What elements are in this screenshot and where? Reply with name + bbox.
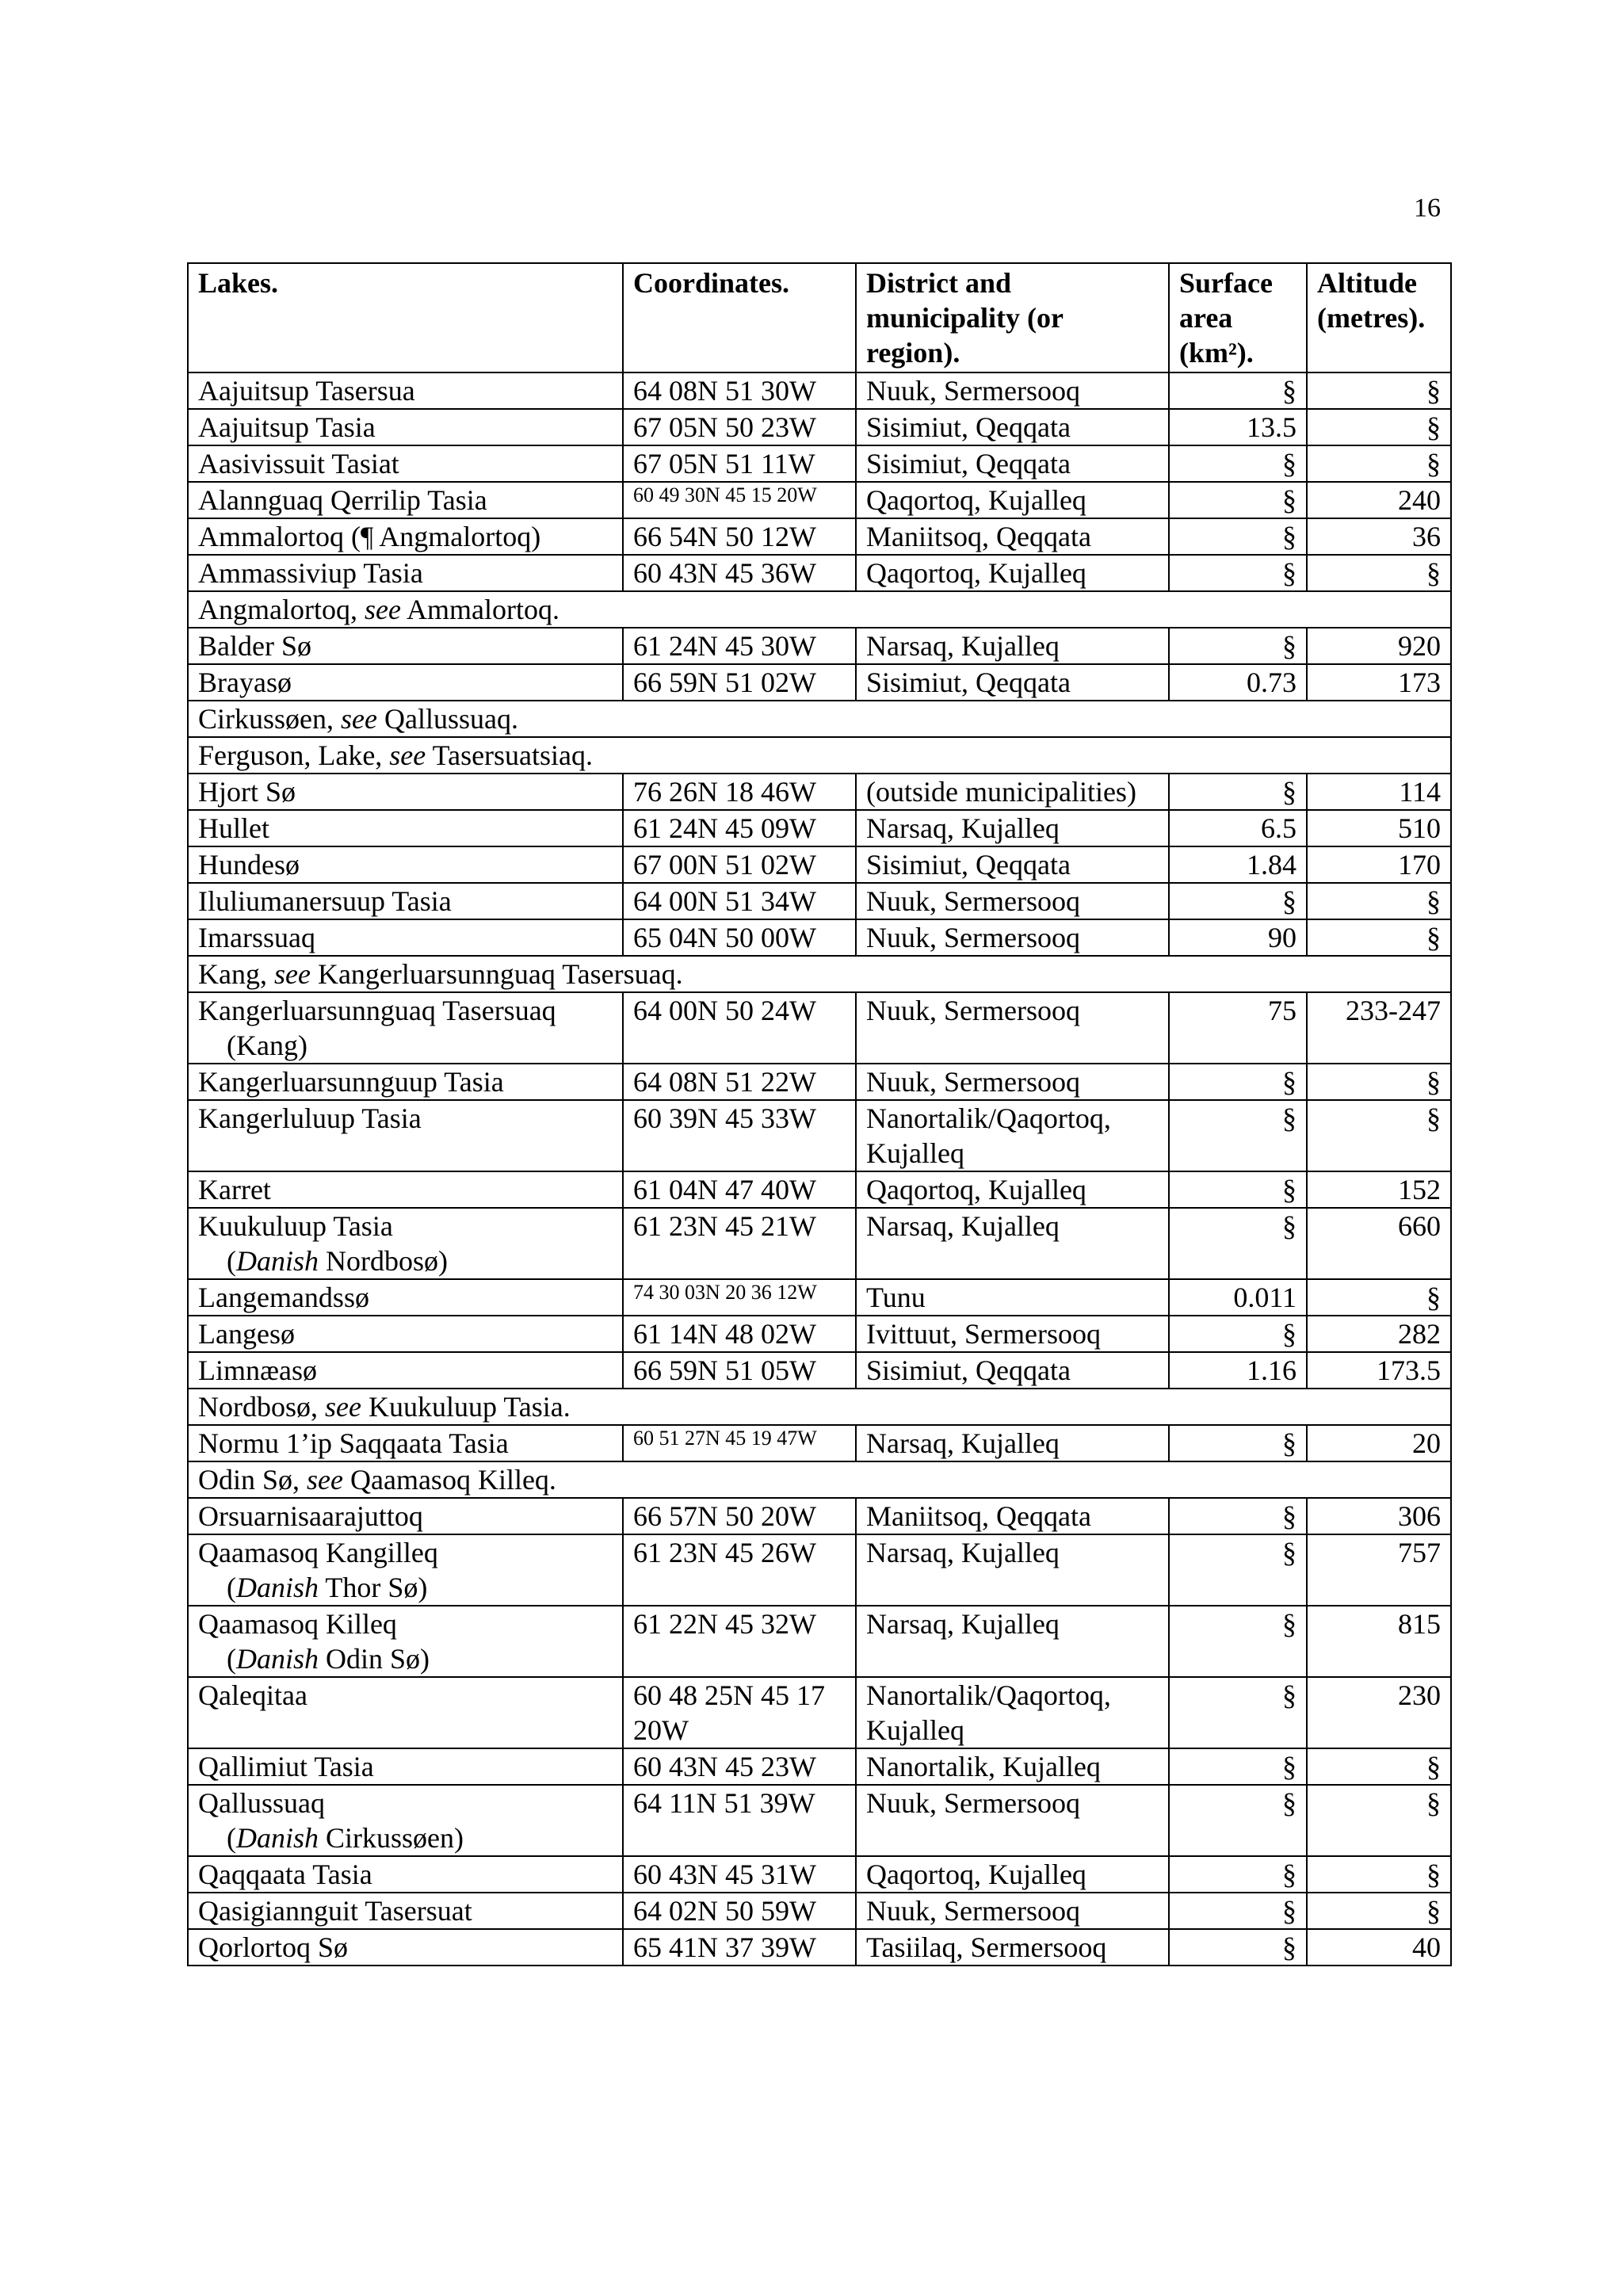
lake-row xyxy=(188,1856,1451,1893)
district-cell: Narsaq, Kujalleq xyxy=(856,1425,1169,1461)
lake-name-cell xyxy=(188,1208,623,1279)
altitude-cell: § xyxy=(1307,409,1451,445)
coordinates-cell: 60 43N 45 36W xyxy=(623,555,856,591)
header-coordinates: Coordinates. xyxy=(623,263,856,372)
lake-name: Kangerluarsunnguup Tasia xyxy=(198,1066,504,1098)
coordinates-cell: 61 14N 48 02W xyxy=(623,1316,856,1352)
alternate-name: (Danish Thor Sø) xyxy=(227,1572,428,1603)
coordinates-cell: 64 11N 51 39W xyxy=(623,1785,856,1856)
alternate-name: (Kang) xyxy=(227,1030,307,1061)
coordinates-cell: 67 05N 50 23W xyxy=(623,409,856,445)
lake-name: Kangerluarsunnguaq Tasersuaq xyxy=(198,995,556,1026)
lake-name-cell xyxy=(188,1856,623,1893)
coordinates-cell: 60 51 27N 45 19 47W xyxy=(623,1425,856,1461)
surface-area-cell: § xyxy=(1169,518,1307,555)
cross-reference-name: Ferguson, Lake, xyxy=(198,739,390,771)
coordinates-cell: 66 59N 51 02W xyxy=(623,664,856,701)
lake-row xyxy=(188,445,1451,482)
altitude-cell: § xyxy=(1307,1748,1451,1785)
coordinates-cell: 64 00N 51 34W xyxy=(623,883,856,919)
lake-name-cell xyxy=(188,810,623,846)
lake-name-cell xyxy=(188,445,623,482)
danish-name: Odin Sø xyxy=(326,1643,421,1675)
coordinates-cell: 64 00N 50 24W xyxy=(623,992,856,1064)
cross-reference-name: Kang, xyxy=(198,958,274,990)
altitude-cell: 173.5 xyxy=(1307,1352,1451,1389)
lake-name: Qallimiut Tasia xyxy=(198,1751,374,1782)
lake-row xyxy=(188,628,1451,664)
cross-reference-name: Nordbosø, xyxy=(198,1391,325,1423)
cross-reference-target: Qallussuaq. xyxy=(376,703,518,735)
district-cell: Sisimiut, Qeqqata xyxy=(856,1352,1169,1389)
surface-area-cell: § xyxy=(1169,1748,1307,1785)
page-number: 16 xyxy=(1414,193,1441,223)
lake-name-cell xyxy=(188,1785,623,1856)
district-cell: Ivittuut, Sermersooq xyxy=(856,1316,1169,1352)
cross-reference-cell xyxy=(188,956,1451,992)
district-cell: Tasiilaq, Sermersooq xyxy=(856,1929,1169,1966)
coordinates-cell: 61 23N 45 21W xyxy=(623,1208,856,1279)
cross-reference-cell xyxy=(188,737,1451,774)
cross-reference-row xyxy=(188,701,1451,737)
language-label: Danish xyxy=(236,1643,319,1675)
surface-area-cell: § xyxy=(1169,1064,1307,1100)
altitude-cell: 152 xyxy=(1307,1171,1451,1208)
lake-name: Ammassiviup Tasia xyxy=(198,557,423,589)
lake-name: Iluliumanersuup Tasia xyxy=(198,885,452,917)
coordinates-cell: 64 08N 51 30W xyxy=(623,372,856,409)
district-cell: Qaqortoq, Kujalleq xyxy=(856,1171,1169,1208)
lake-name-cell xyxy=(188,518,623,555)
altitude-cell: § xyxy=(1307,1893,1451,1929)
lake-row xyxy=(188,1677,1451,1748)
see-word: see xyxy=(307,1464,343,1496)
lake-row xyxy=(188,1279,1451,1316)
lake-name: Balder Sø xyxy=(198,630,311,662)
lake-name-cell xyxy=(188,992,623,1064)
coordinates-cell: 76 26N 18 46W xyxy=(623,774,856,810)
lake-row xyxy=(188,1316,1451,1352)
cross-reference-cell xyxy=(188,701,1451,737)
header-altitude: Altitude (metres). xyxy=(1307,263,1451,372)
lake-name-cell xyxy=(188,1498,623,1534)
danish-name: Cirkussøen xyxy=(326,1822,455,1854)
language-label: Danish xyxy=(236,1572,319,1603)
surface-area-cell: § xyxy=(1169,1171,1307,1208)
surface-area-cell: § xyxy=(1169,1100,1307,1171)
lake-name: Langemandssø xyxy=(198,1282,369,1313)
lake-row xyxy=(188,1208,1451,1279)
header-row xyxy=(188,263,1451,372)
district-cell: Qaqortoq, Kujalleq xyxy=(856,555,1169,591)
district-cell: Narsaq, Kujalleq xyxy=(856,628,1169,664)
cross-reference-cell xyxy=(188,1389,1451,1425)
district-cell: Tunu xyxy=(856,1279,1169,1316)
lake-name: Imarssuaq xyxy=(198,922,315,953)
coordinates-cell: 67 05N 51 11W xyxy=(623,445,856,482)
lake-row xyxy=(188,555,1451,591)
coordinates-cell: 67 00N 51 02W xyxy=(623,846,856,883)
surface-area-cell: 0.011 xyxy=(1169,1279,1307,1316)
lake-row xyxy=(188,1929,1451,1966)
lake-name: Kuukuluup Tasia xyxy=(198,1210,393,1242)
danish-name: Thor Sø xyxy=(325,1572,418,1603)
altitude-cell: 920 xyxy=(1307,628,1451,664)
lake-row xyxy=(188,409,1451,445)
district-cell: Nuuk, Sermersooq xyxy=(856,1893,1169,1929)
lake-name: Qaqqaata Tasia xyxy=(198,1859,372,1890)
district-cell: Maniitsoq, Qeqqata xyxy=(856,518,1169,555)
coordinates-cell: 64 02N 50 59W xyxy=(623,1893,856,1929)
cross-reference-row xyxy=(188,956,1451,992)
coordinates-cell: 65 04N 50 00W xyxy=(623,919,856,956)
danish-name: Nordbosø xyxy=(326,1245,439,1277)
see-word: see xyxy=(389,739,426,771)
district-cell: Nuuk, Sermersooq xyxy=(856,992,1169,1064)
altitude-cell: § xyxy=(1307,372,1451,409)
altitude-cell: 510 xyxy=(1307,810,1451,846)
lake-row xyxy=(188,1100,1451,1171)
lake-name-cell xyxy=(188,846,623,883)
district-cell: Nuuk, Sermersooq xyxy=(856,1785,1169,1856)
surface-area-cell: § xyxy=(1169,883,1307,919)
lake-row xyxy=(188,1606,1451,1677)
district-cell: Sisimiut, Qeqqata xyxy=(856,664,1169,701)
cross-reference-name: Odin Sø, xyxy=(198,1464,307,1496)
surface-area-cell: § xyxy=(1169,372,1307,409)
district-cell: Nuuk, Sermersooq xyxy=(856,883,1169,919)
lake-name-cell xyxy=(188,1171,623,1208)
surface-area-cell: 13.5 xyxy=(1169,409,1307,445)
altitude-cell: § xyxy=(1307,445,1451,482)
lake-name-cell xyxy=(188,919,623,956)
surface-area-cell: 0.73 xyxy=(1169,664,1307,701)
altitude-cell: § xyxy=(1307,1279,1451,1316)
altitude-cell: 233-247 xyxy=(1307,992,1451,1064)
lake-name-cell xyxy=(188,1606,623,1677)
lake-name-cell xyxy=(188,1929,623,1966)
lake-name: Hjort Sø xyxy=(198,776,296,808)
surface-area-cell: 1.16 xyxy=(1169,1352,1307,1389)
lake-name-cell xyxy=(188,883,623,919)
lake-row xyxy=(188,774,1451,810)
district-cell: Nuuk, Sermersooq xyxy=(856,919,1169,956)
lake-name: Alannguaq Qerrilip Tasia xyxy=(198,484,487,516)
altitude-cell: 173 xyxy=(1307,664,1451,701)
lake-row xyxy=(188,1748,1451,1785)
lake-row xyxy=(188,1352,1451,1389)
surface-area-cell: § xyxy=(1169,774,1307,810)
surface-area-cell: § xyxy=(1169,1534,1307,1606)
cross-reference-target: Qaamasoq Killeq. xyxy=(343,1464,556,1496)
lake-name-cell xyxy=(188,1316,623,1352)
lake-name: Hundesø xyxy=(198,849,300,881)
altitude-cell: 660 xyxy=(1307,1208,1451,1279)
lake-row xyxy=(188,1425,1451,1461)
surface-area-cell: 1.84 xyxy=(1169,846,1307,883)
coordinates-cell: 61 24N 45 30W xyxy=(623,628,856,664)
lake-row xyxy=(188,482,1451,518)
coordinates-cell: 74 30 03N 20 36 12W xyxy=(623,1279,856,1316)
lake-name: Brayasø xyxy=(198,667,292,698)
altitude-cell: 230 xyxy=(1307,1677,1451,1748)
see-word: see xyxy=(341,703,377,735)
district-cell: Narsaq, Kujalleq xyxy=(856,1208,1169,1279)
surface-area-cell: § xyxy=(1169,1498,1307,1534)
district-cell: Nuuk, Sermersooq xyxy=(856,1064,1169,1100)
altitude-cell: 114 xyxy=(1307,774,1451,810)
district-cell: Nuuk, Sermersooq xyxy=(856,372,1169,409)
surface-area-cell: 75 xyxy=(1169,992,1307,1064)
district-cell: Qaqortoq, Kujalleq xyxy=(856,482,1169,518)
district-cell: Maniitsoq, Qeqqata xyxy=(856,1498,1169,1534)
district-cell: Qaqortoq, Kujalleq xyxy=(856,1856,1169,1893)
district-cell: Narsaq, Kujalleq xyxy=(856,1534,1169,1606)
cross-reference-row xyxy=(188,591,1451,628)
district-cell: Nanortalik/Qaqortoq, Kujalleq xyxy=(856,1100,1169,1171)
lake-name-cell xyxy=(188,664,623,701)
surface-area-cell: § xyxy=(1169,482,1307,518)
surface-area-cell: § xyxy=(1169,1606,1307,1677)
see-word: see xyxy=(325,1391,361,1423)
coordinates-cell: 60 43N 45 31W xyxy=(623,1856,856,1893)
altitude-cell: 170 xyxy=(1307,846,1451,883)
coordinates-cell: 61 23N 45 26W xyxy=(623,1534,856,1606)
altitude-cell: 306 xyxy=(1307,1498,1451,1534)
district-cell: Sisimiut, Qeqqata xyxy=(856,445,1169,482)
header-lakes: Lakes. xyxy=(188,263,623,372)
surface-area-cell: § xyxy=(1169,628,1307,664)
coordinates-cell: 66 57N 50 20W xyxy=(623,1498,856,1534)
lake-name: Normu 1’ip Saqqaata Tasia xyxy=(198,1427,509,1459)
cross-reference-name: Angmalortoq, xyxy=(198,594,365,625)
cross-reference-row xyxy=(188,737,1451,774)
lake-name: Qorlortoq Sø xyxy=(198,1931,348,1963)
cross-reference-cell xyxy=(188,1461,1451,1498)
altitude-cell: § xyxy=(1307,1785,1451,1856)
altitude-cell: § xyxy=(1307,919,1451,956)
district-cell: (outside municipalities) xyxy=(856,774,1169,810)
lake-name-cell xyxy=(188,555,623,591)
lake-name-cell xyxy=(188,774,623,810)
altitude-cell: § xyxy=(1307,1100,1451,1171)
coordinates-cell: 66 54N 50 12W xyxy=(623,518,856,555)
header-district: District and municipality (or region). xyxy=(856,263,1169,372)
altitude-cell: 282 xyxy=(1307,1316,1451,1352)
header-surface-area: Surface area (km²). xyxy=(1169,263,1307,372)
surface-area-cell: § xyxy=(1169,1677,1307,1748)
surface-area-cell: § xyxy=(1169,1208,1307,1279)
lake-name: Orsuarnisaarajuttoq xyxy=(198,1500,423,1532)
coordinates-cell: 61 22N 45 32W xyxy=(623,1606,856,1677)
lake-row xyxy=(188,919,1451,956)
coordinates-cell: 65 41N 37 39W xyxy=(623,1929,856,1966)
district-cell: Sisimiut, Qeqqata xyxy=(856,409,1169,445)
coordinates-cell: 61 24N 45 09W xyxy=(623,810,856,846)
lake-row xyxy=(188,883,1451,919)
district-cell: Narsaq, Kujalleq xyxy=(856,1606,1169,1677)
surface-area-cell: § xyxy=(1169,1785,1307,1856)
lake-row xyxy=(188,992,1451,1064)
lake-name: Qaamasoq Killeq xyxy=(198,1608,397,1640)
lakes-table xyxy=(187,262,1452,1966)
lake-name: Qaleqitaa xyxy=(198,1679,307,1711)
lake-name-cell xyxy=(188,1677,623,1748)
lake-row xyxy=(188,846,1451,883)
lake-name: Qaamasoq Kangilleq xyxy=(198,1537,438,1568)
surface-area-cell: § xyxy=(1169,1929,1307,1966)
coordinates-cell: 66 59N 51 05W xyxy=(623,1352,856,1389)
altitude-cell: 240 xyxy=(1307,482,1451,518)
altitude-cell: 757 xyxy=(1307,1534,1451,1606)
language-label: Danish xyxy=(236,1245,319,1277)
lake-name: Limnæasø xyxy=(198,1354,317,1386)
surface-area-cell: 90 xyxy=(1169,919,1307,956)
lake-name-cell xyxy=(188,1893,623,1929)
language-label: Danish xyxy=(236,1822,319,1854)
altitude-cell: 815 xyxy=(1307,1606,1451,1677)
cross-reference-target: Ammalortoq. xyxy=(400,594,559,625)
lake-name-cell xyxy=(188,1425,623,1461)
lake-name: Qallussuaq xyxy=(198,1787,325,1819)
alternate-name: (Danish Odin Sø) xyxy=(227,1643,430,1675)
lake-row xyxy=(188,1064,1451,1100)
coordinates-cell: 60 39N 45 33W xyxy=(623,1100,856,1171)
coordinates-cell: 60 48 25N 45 17 20W xyxy=(623,1677,856,1748)
lake-name: Kangerluluup Tasia xyxy=(198,1102,422,1134)
cross-reference-row xyxy=(188,1389,1451,1425)
surface-area-cell: 6.5 xyxy=(1169,810,1307,846)
lake-name: Aajuitsup Tasia xyxy=(198,411,376,443)
lake-name: Aajuitsup Tasersua xyxy=(198,375,415,407)
lake-name-cell xyxy=(188,1100,623,1171)
altitude-cell: 40 xyxy=(1307,1929,1451,1966)
altitude-cell: § xyxy=(1307,555,1451,591)
surface-area-cell: § xyxy=(1169,1316,1307,1352)
lake-row xyxy=(188,810,1451,846)
lake-row xyxy=(188,1893,1451,1929)
lake-name: Langesø xyxy=(198,1318,295,1350)
lake-row xyxy=(188,1534,1451,1606)
lake-row xyxy=(188,1171,1451,1208)
lake-name-cell xyxy=(188,409,623,445)
cross-reference-target: Kuukuluup Tasia. xyxy=(361,1391,571,1423)
district-cell: Narsaq, Kujalleq xyxy=(856,810,1169,846)
lake-name: Qasigiannguit Tasersuat xyxy=(198,1895,472,1927)
lake-name-cell xyxy=(188,628,623,664)
cross-reference-target: Tasersuatsiaq. xyxy=(426,739,594,771)
lake-name-cell xyxy=(188,1279,623,1316)
lake-name: Ammalortoq (¶ Angmalortoq) xyxy=(198,521,541,552)
lake-name: Aasivissuit Tasiat xyxy=(198,448,399,479)
surface-area-cell: § xyxy=(1169,1425,1307,1461)
lake-row xyxy=(188,664,1451,701)
cross-reference-row xyxy=(188,1461,1451,1498)
alternate-name: (Danish Cirkussøen) xyxy=(227,1822,464,1854)
surface-area-cell: § xyxy=(1169,555,1307,591)
lake-name-cell xyxy=(188,1748,623,1785)
lake-row xyxy=(188,518,1451,555)
alternate-name: (Danish Nordbosø) xyxy=(227,1245,449,1277)
cross-reference-cell xyxy=(188,591,1451,628)
lake-row xyxy=(188,372,1451,409)
altitude-cell: 36 xyxy=(1307,518,1451,555)
altitude-cell: § xyxy=(1307,1064,1451,1100)
see-word: see xyxy=(273,958,311,990)
altitude-cell: 20 xyxy=(1307,1425,1451,1461)
coordinates-cell: 61 04N 47 40W xyxy=(623,1171,856,1208)
lake-row xyxy=(188,1498,1451,1534)
lake-name-cell xyxy=(188,1064,623,1100)
altitude-cell: § xyxy=(1307,883,1451,919)
altitude-cell: § xyxy=(1307,1856,1451,1893)
coordinates-cell: 60 43N 45 23W xyxy=(623,1748,856,1785)
district-cell: Nanortalik/Qaqortoq, Kujalleq xyxy=(856,1677,1169,1748)
lake-name: Karret xyxy=(198,1174,271,1205)
coordinates-cell: 64 08N 51 22W xyxy=(623,1064,856,1100)
district-cell: Sisimiut, Qeqqata xyxy=(856,846,1169,883)
lake-name: Hullet xyxy=(198,812,269,844)
lake-name-cell xyxy=(188,1534,623,1606)
surface-area-cell: § xyxy=(1169,1856,1307,1893)
surface-area-cell: § xyxy=(1169,1893,1307,1929)
lake-name-cell xyxy=(188,1352,623,1389)
district-cell: Nanortalik, Kujalleq xyxy=(856,1748,1169,1785)
coordinates-cell: 60 49 30N 45 15 20W xyxy=(623,482,856,518)
cross-reference-name: Cirkussøen, xyxy=(198,703,341,735)
see-word: see xyxy=(364,594,401,625)
lake-name-cell xyxy=(188,482,623,518)
surface-area-cell: § xyxy=(1169,445,1307,482)
lake-row xyxy=(188,1785,1451,1856)
lake-name-cell xyxy=(188,372,623,409)
cross-reference-target: Kangerluarsunnguaq Tasersuaq. xyxy=(310,958,683,990)
